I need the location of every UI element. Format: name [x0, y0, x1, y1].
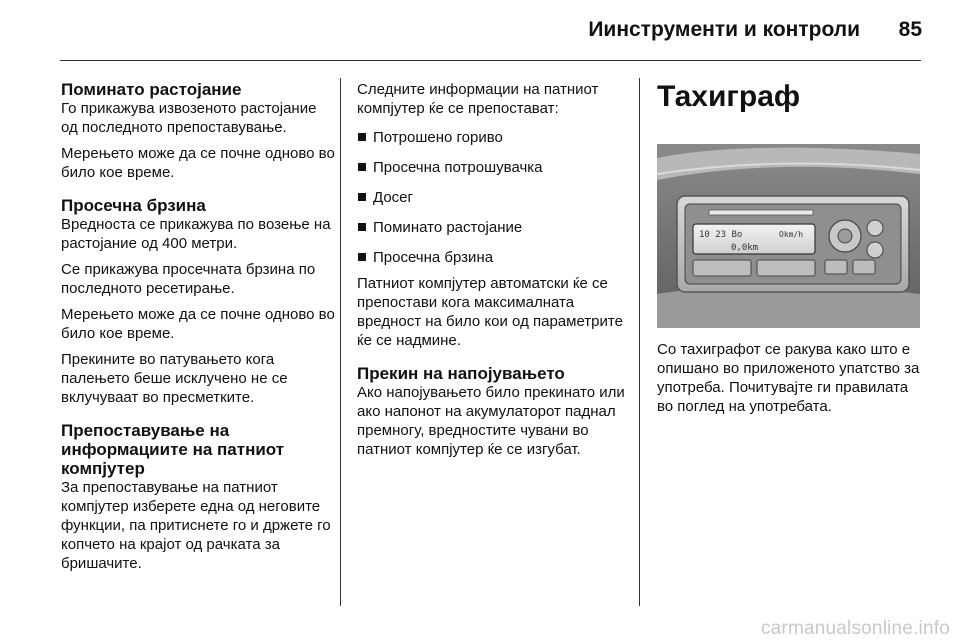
list-item: Просечна потрошувачка	[357, 158, 635, 177]
tachograph-illustration	[657, 144, 920, 328]
bullet-square-icon	[358, 163, 366, 171]
watermark: carmanualsonline.info	[760, 618, 950, 639]
paragraph: Вредноста се прикажува по возење на растојание од 400 метри.	[61, 216, 331, 252]
section-title-average-speed: Просечна брзина	[61, 196, 206, 215]
bullet-square-icon	[358, 133, 366, 141]
section-title-tachograph: Тахиграф	[657, 80, 801, 113]
section-title-reset: Препоставување на информациите на патниот компјутер	[61, 421, 285, 478]
paragraph: Прекините во патувањето кога палењето беше исклучено не се вклучуваат во пресметките.	[61, 351, 288, 406]
bullet-square-icon	[358, 223, 366, 231]
section-title-distance: Поминато растојание	[61, 80, 242, 99]
column-divider-left	[340, 78, 341, 606]
column-divider-right	[639, 78, 640, 606]
paragraph: Мерењето може да се почне одново во било кое време.	[61, 306, 335, 342]
header-divider	[60, 60, 921, 61]
display-line-2: 0,0km	[731, 243, 759, 253]
column-3	[657, 80, 927, 416]
column-2	[357, 80, 635, 459]
column-1	[61, 80, 336, 573]
bullet-list	[357, 128, 635, 267]
header-title: Иинструменти и контроли	[588, 18, 860, 41]
page-number: 85	[898, 18, 922, 41]
list-item: Просечна брзина	[357, 248, 635, 267]
list-item: Поминато растојание	[357, 218, 635, 237]
bullet-square-icon	[358, 193, 366, 201]
paragraph: Ако напојувањето било прекинато или ако напонот на акумулаторот паднал премногу, вредностите чувани во патниот компјутер ќе се изгубат.	[357, 384, 625, 458]
display-line-1: 10 23 Bo	[699, 230, 743, 240]
bullet-square-icon	[358, 253, 366, 261]
list-item: Досег	[357, 188, 635, 207]
list-item: Потрошено гориво	[357, 128, 635, 147]
tachograph-caption: Со тахиграфот се ракува како што е опишано во приложеното упатство за употреба. Почитувајте ги правилата во поглед на употребата.	[657, 341, 920, 415]
display-unit: Okm/h	[779, 230, 804, 239]
section-title-power-interruption: Прекин на напојувањето	[357, 364, 565, 383]
paragraph: Мерењето може да се почне одново во било кое време.	[61, 145, 335, 181]
paragraph: Се прикажува просечната брзина по последното ресетирање.	[61, 261, 316, 297]
paragraph: Следните информации на патниот компјутер ќе се препостават:	[357, 81, 599, 117]
paragraph: За препоставување на патниот компјутер изберете една од неговите функции, па притиснете го и држете го копчето на крајот од рачката за бришачите.	[61, 479, 331, 572]
paragraph: Го прикажува извозеното растојание од последното препоставување.	[61, 100, 317, 136]
paragraph: Патниот компјутер автоматски ќе се препостави кога максималната вредност на било кои од параметрите ќе се надмине.	[357, 275, 623, 349]
